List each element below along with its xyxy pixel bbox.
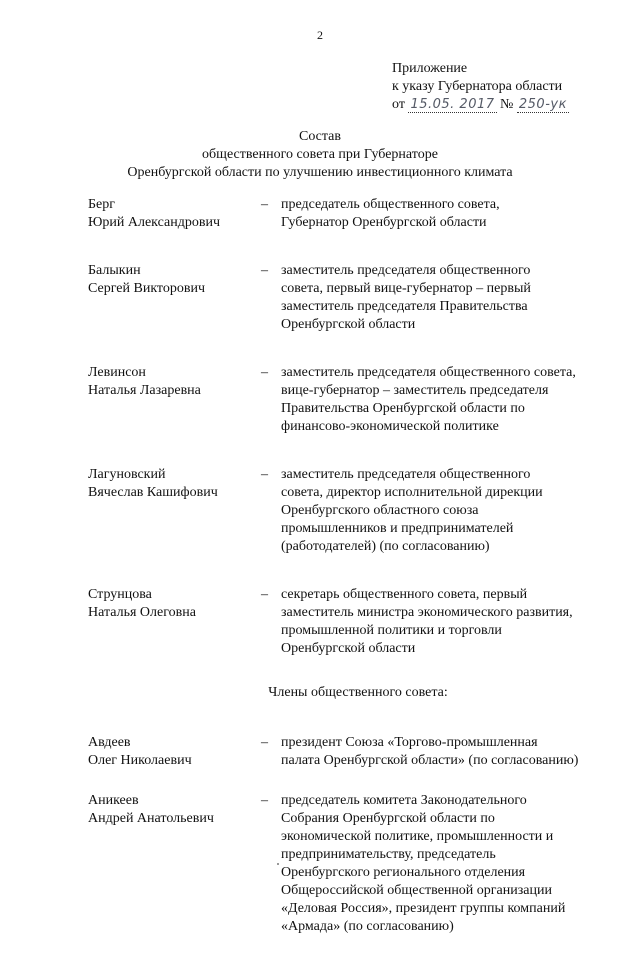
handwritten-date: 15.05. 2017 bbox=[410, 97, 495, 112]
member-given-names: Юрий Александрович bbox=[88, 215, 220, 230]
member-role: заместитель председателя общественного совета, вице-губернатор – заместитель председателя Правительства Оренбургской области по финансово-экономической политике bbox=[281, 365, 576, 434]
member-given-names: Олег Николаевич bbox=[88, 753, 192, 768]
member-surname: Берг bbox=[88, 197, 115, 212]
member-surname: Левинсон bbox=[88, 365, 146, 380]
member-role: заместитель председателя общественного совета, первый вице-губернатор – первый заместитель председателя Правительства Оренбургской области bbox=[281, 263, 531, 332]
number-sign-label: № bbox=[500, 97, 514, 112]
leadership-entry bbox=[88, 196, 608, 232]
member-name bbox=[88, 586, 261, 622]
member-surname: Аникеев bbox=[88, 793, 139, 808]
appendix-title: Приложение bbox=[392, 61, 468, 76]
dash-separator: – bbox=[261, 263, 268, 278]
member-given-names: Наталья Олеговна bbox=[88, 605, 196, 620]
members-section-heading: Члены общественного совета: bbox=[268, 685, 448, 700]
member-given-names: Вячеслав Кашифович bbox=[88, 485, 218, 500]
leadership-entry bbox=[88, 364, 608, 436]
page-number: 2 bbox=[317, 28, 323, 42]
leadership-entry bbox=[88, 466, 608, 556]
member-surname: Струнцова bbox=[88, 587, 152, 602]
member-name bbox=[88, 262, 261, 298]
dash-separator: – bbox=[261, 197, 268, 212]
dash-separator: – bbox=[261, 467, 268, 482]
members-list bbox=[88, 734, 608, 936]
title-line-2: общественного совета при Губернаторе bbox=[202, 147, 438, 162]
member-entry bbox=[88, 792, 608, 936]
document-title bbox=[0, 128, 640, 182]
appendix-block bbox=[392, 60, 622, 114]
appendix-decree-reference: к указу Губернатора области bbox=[392, 79, 563, 94]
member-role: председатель комитета Законодательного Собрания Оренбургской области по экономической политике, промышленности и предпринимательству, председатель Оренбургского регионального отделения Общероссийской общественной организации «Деловая Россия», президент группы компаний «Армада» (по согласованию) bbox=[281, 793, 566, 934]
date-from-label: от bbox=[392, 97, 405, 112]
member-surname: Лагуновский bbox=[88, 467, 166, 482]
dash-separator: – bbox=[261, 365, 268, 380]
member-name bbox=[88, 364, 261, 400]
council-roster bbox=[88, 196, 608, 958]
dash-separator: – bbox=[261, 735, 268, 750]
member-role: президент Союза «Торгово-промышленная палата Оренбургской области» (по согласованию) bbox=[281, 735, 579, 768]
member-surname: Авдеев bbox=[88, 735, 131, 750]
member-entry bbox=[88, 734, 608, 770]
member-name bbox=[88, 466, 261, 502]
handwritten-decree-number: 250-ук bbox=[518, 97, 567, 112]
member-role: секретарь общественного совета, первый заместитель министра экономического развития, промышленной политики и торговли Оренбургской области bbox=[281, 587, 573, 656]
member-name bbox=[88, 734, 261, 770]
leadership-entry bbox=[88, 262, 608, 334]
title-line-1: Состав bbox=[298, 129, 341, 144]
appendix-date-number-line bbox=[392, 96, 622, 114]
dash-separator: – bbox=[261, 587, 268, 602]
member-given-names: Андрей Анатольевич bbox=[88, 811, 214, 826]
member-name bbox=[88, 792, 261, 828]
leadership-entry bbox=[88, 586, 608, 658]
scan-speck-dot bbox=[277, 863, 279, 865]
member-name bbox=[88, 196, 261, 232]
member-surname: Балыкин bbox=[88, 263, 141, 278]
member-given-names: Сергей Викторович bbox=[88, 281, 206, 296]
title-line-3: Оренбургской области по улучшению инвестиционного климата bbox=[127, 165, 513, 180]
member-given-names: Наталья Лазаревна bbox=[88, 383, 201, 398]
member-role: заместитель председателя общественного совета, директор исполнительной дирекции Оренбургского областного союза промышленников и предпринимателей (работодателей) (по согласованию) bbox=[281, 467, 543, 554]
member-role: председатель общественного совета, Губернатор Оренбургской области bbox=[281, 197, 500, 230]
dash-separator: – bbox=[261, 793, 268, 808]
